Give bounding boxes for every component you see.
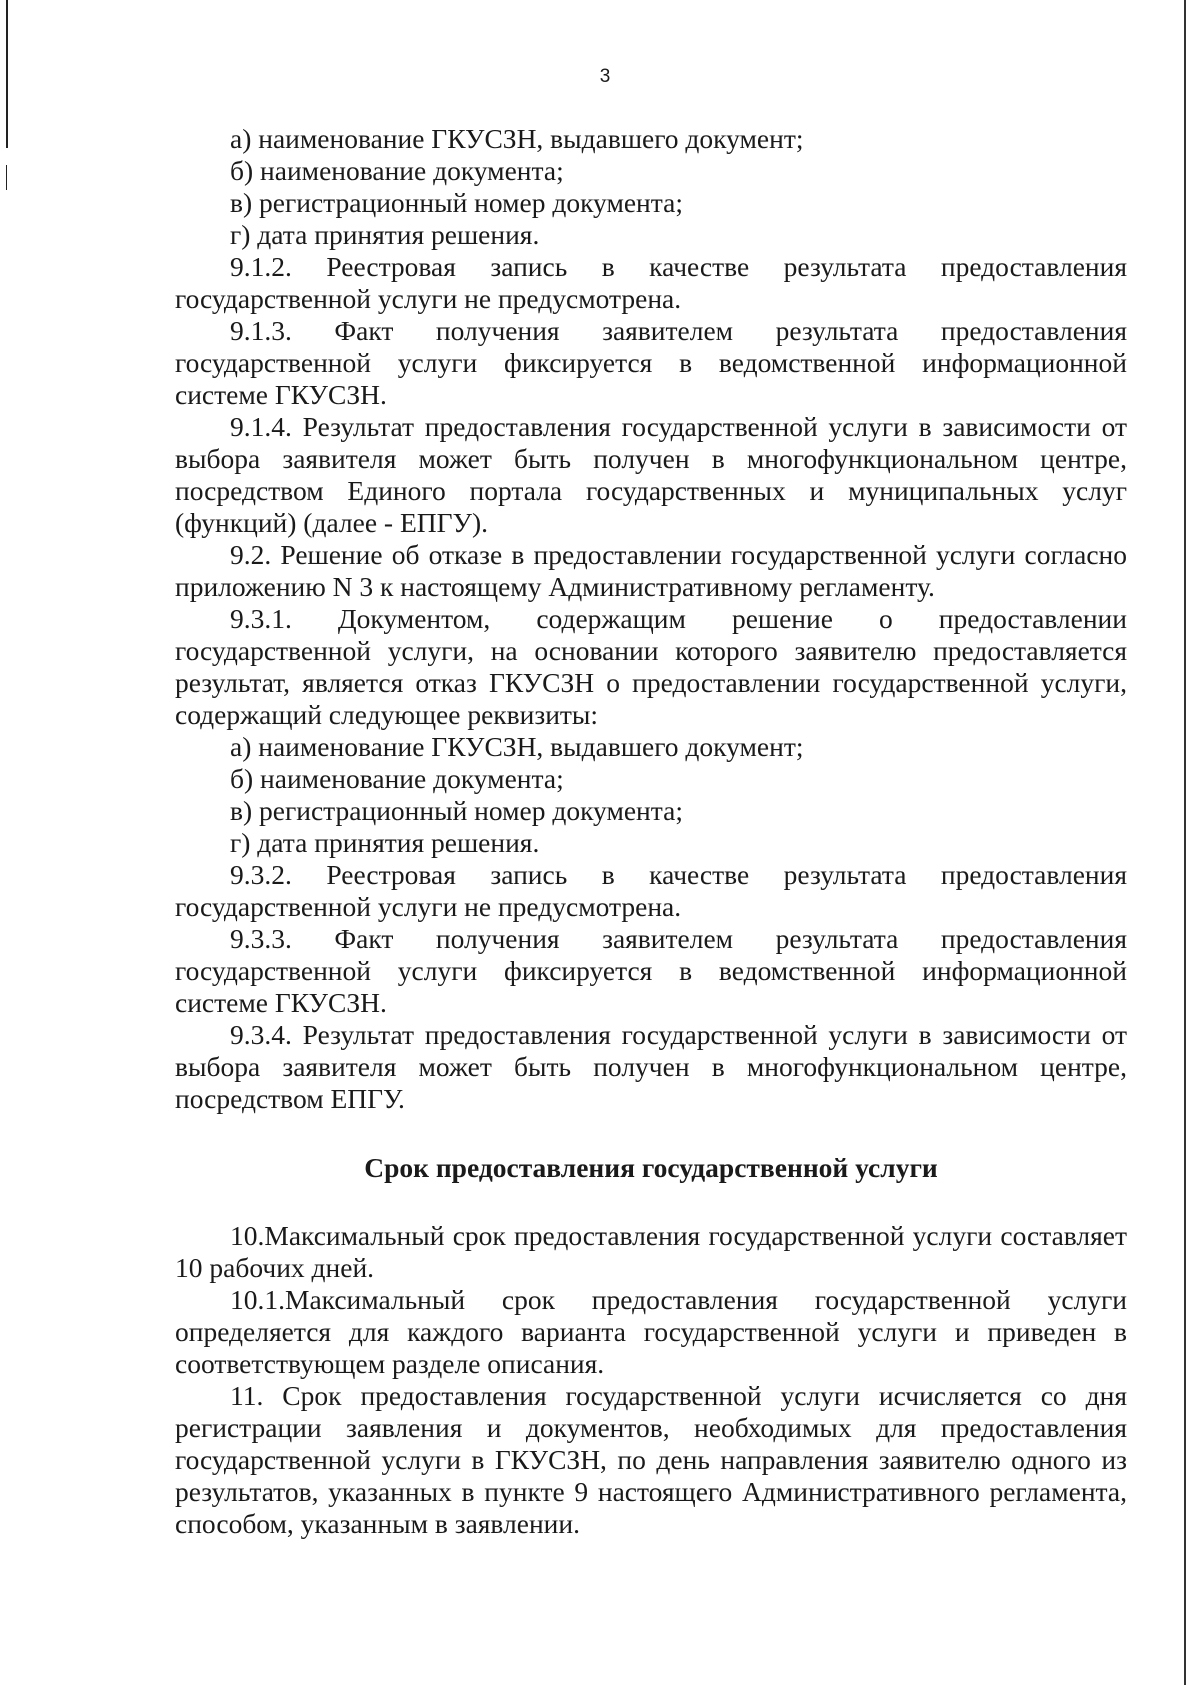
document-body xyxy=(175,123,1127,1540)
paragraph: а) наименование ГКУСЗН, выдавшего документ; xyxy=(230,731,804,762)
scan-edge-right xyxy=(1184,0,1186,1685)
paragraph: в) регистрационный номер документа; xyxy=(230,187,683,218)
paragraph: 9.3.1. Документом, содержащим решение о предоставлении государственной услуги, на основании которого заявителю предоставляется результат, является отказ ГКУСЗН о предоставлении государственной услуги, содержащий следующее реквизиты: xyxy=(175,603,1127,730)
paragraph: 10.1.Максимальный срок предоставления государственной услуги определяется для каждого варианта государственной услуги и приведен в соответствующем разделе описания. xyxy=(175,1284,1127,1379)
paragraph: б) наименование документа; xyxy=(230,155,564,186)
paragraph: г) дата принятия решения. xyxy=(230,827,540,858)
paragraph: 9.3.3. Факт получения заявителем результата предоставления государственной услуги фиксируется в ведомственной информационной системе ГКУСЗН. xyxy=(175,923,1127,1018)
paragraph: г) дата принятия решения. xyxy=(230,219,540,250)
paragraph: 9.1.4. Результат предоставления государственной услуги в зависимости от выбора заявителя может быть получен в многофункциональном центре, посредством Единого портала государственных и муниципальных услуг (функций) (далее - ЕПГУ). xyxy=(175,411,1127,538)
paragraph: 9.1.3. Факт получения заявителем результата предоставления государственной услуги фиксируется в ведомственной информационной системе ГКУСЗН. xyxy=(175,315,1127,410)
paragraph: в) регистрационный номер документа; xyxy=(230,795,683,826)
scan-edge-left-mark xyxy=(6,165,7,190)
paragraph: 9.2. Решение об отказе в предоставлении государственной услуги согласно приложению N 3 к настоящему Административному регламенту. xyxy=(175,539,1127,602)
paragraph: 10.Максимальный срок предоставления государственной услуги составляет 10 рабочих дней. xyxy=(175,1220,1127,1283)
page-number: 3 xyxy=(599,66,611,87)
paragraph: а) наименование ГКУСЗН, выдавшего документ; xyxy=(230,123,804,154)
paragraph: б) наименование документа; xyxy=(230,763,564,794)
paragraph: 11. Срок предоставления государственной услуги исчисляется со дня регистрации заявления и документов, необходимых для предоставления государственной услуги в ГКУСЗН, по день направления заявителю одного из результатов, указанных в пункте 9 настоящего Административного регламента, способом, указанным в заявлении. xyxy=(175,1380,1127,1539)
section-heading: Срок предоставления государственной услуги xyxy=(364,1152,938,1183)
paragraph: 9.3.4. Результат предоставления государственной услуги в зависимости от выбора заявителя может быть получен в многофункциональном центре, посредством ЕПГУ. xyxy=(175,1019,1127,1114)
paragraph: 9.3.2. Реестровая запись в качестве результата предоставления государственной услуги не предусмотрена. xyxy=(175,859,1127,922)
paragraph: 9.1.2. Реестровая запись в качестве результата предоставления государственной услуги не предусмотрена. xyxy=(175,251,1127,314)
